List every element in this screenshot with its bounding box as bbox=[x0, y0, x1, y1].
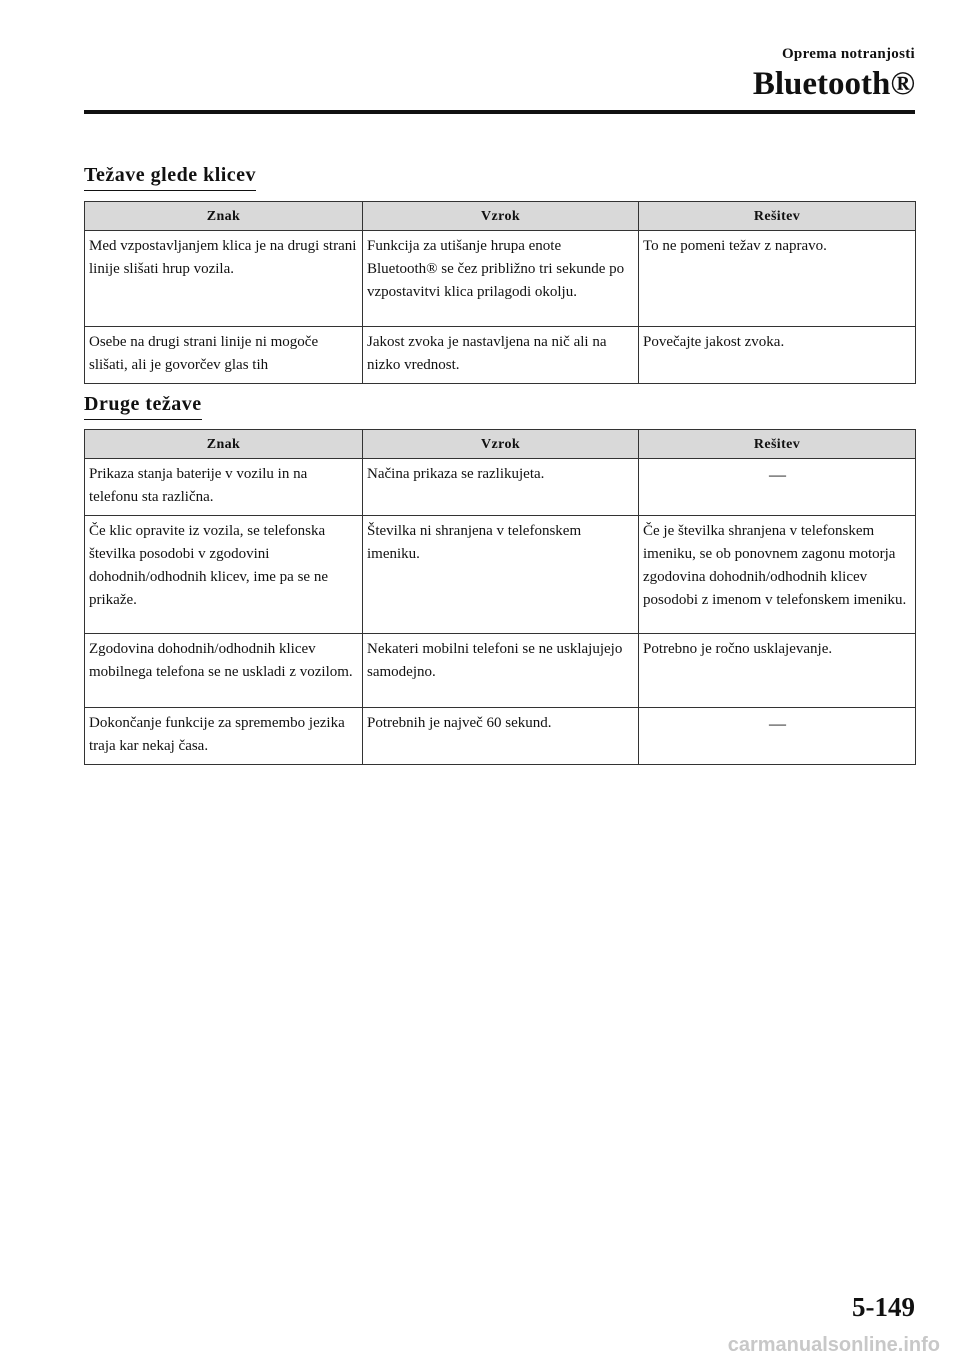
table-cell: — bbox=[639, 459, 916, 516]
header-section-name: Oprema notranjosti bbox=[781, 46, 915, 62]
table-cell: Če klic opravite iz vozila, se telefonska številka posodobi v zgodovini dohodnih/odhodnih klicev, ime pa se ne prikaže. bbox=[85, 516, 363, 634]
table-row bbox=[85, 459, 916, 516]
table-cell: Če je številka shranjena v telefonskem imeniku, se ob ponovnem zagonu motorja zgodovina dohodnih/odhodnih klicev posodobi z imenom v telefonskem imeniku. bbox=[639, 516, 916, 634]
table-cell: Zgodovina dohodnih/odhodnih klicev mobilnega telefona se ne uskladi z vozilom. bbox=[85, 634, 363, 708]
table-cell: Načina prikaza se razlikujeta. bbox=[363, 459, 639, 516]
section-title-other-problems: Druge težave bbox=[84, 393, 202, 420]
table-cell: Prikaza stanja baterije v vozilu in na telefonu sta različna. bbox=[85, 459, 363, 516]
table-cell: Povečajte jakost zvoka. bbox=[639, 327, 916, 384]
table-cell: Dokončanje funkcije za spremembo jezika traja kar nekaj časa. bbox=[85, 708, 363, 765]
table-row bbox=[85, 708, 916, 765]
table-cell: To ne pomeni težav z napravo. bbox=[639, 231, 916, 327]
other-problems-table bbox=[84, 429, 916, 765]
section-title-call-problems: Težave glede klicev bbox=[84, 164, 256, 191]
table-cell: Osebe na drugi strani linije ni mogoče slišati, ali je govorčev glas tih bbox=[85, 327, 363, 384]
table-cell: — bbox=[639, 708, 916, 765]
column-header-cause: Vzrok bbox=[363, 430, 639, 459]
table-row bbox=[85, 516, 916, 634]
column-header-solution: Rešitev bbox=[639, 430, 916, 459]
column-header-solution: Rešitev bbox=[639, 202, 916, 231]
table-cell: Potrebno je ročno usklajevanje. bbox=[639, 634, 916, 708]
table-cell: Nekateri mobilni telefoni se ne usklajujejo samodejno. bbox=[363, 634, 639, 708]
column-header-symptom: Znak bbox=[85, 430, 363, 459]
table-row bbox=[85, 231, 916, 327]
table-header-row bbox=[85, 430, 916, 459]
watermark: carmanualsonline.info bbox=[727, 1334, 940, 1356]
table-row bbox=[85, 327, 916, 384]
header-title: Bluetooth® bbox=[752, 66, 915, 102]
table-row bbox=[85, 634, 916, 708]
table-cell: Funkcija za utišanje hrupa enote Bluetooth® se čez približno tri sekunde po vzpostavitvi klica prilagodi okolju. bbox=[363, 231, 639, 327]
table-cell: Jakost zvoka je nastavljena na nič ali na nizko vrednost. bbox=[363, 327, 639, 384]
column-header-symptom: Znak bbox=[85, 202, 363, 231]
column-header-cause: Vzrok bbox=[363, 202, 639, 231]
header-divider bbox=[84, 110, 915, 114]
table-cell: Potrebnih je največ 60 sekund. bbox=[363, 708, 639, 765]
call-problems-table bbox=[84, 201, 916, 384]
table-cell: Med vzpostavljanjem klica je na drugi strani linije slišati hrup vozila. bbox=[85, 231, 363, 327]
page-number: 5-149 bbox=[852, 1292, 915, 1322]
table-cell: Številka ni shranjena v telefonskem imeniku. bbox=[363, 516, 639, 634]
table-header-row bbox=[85, 202, 916, 231]
